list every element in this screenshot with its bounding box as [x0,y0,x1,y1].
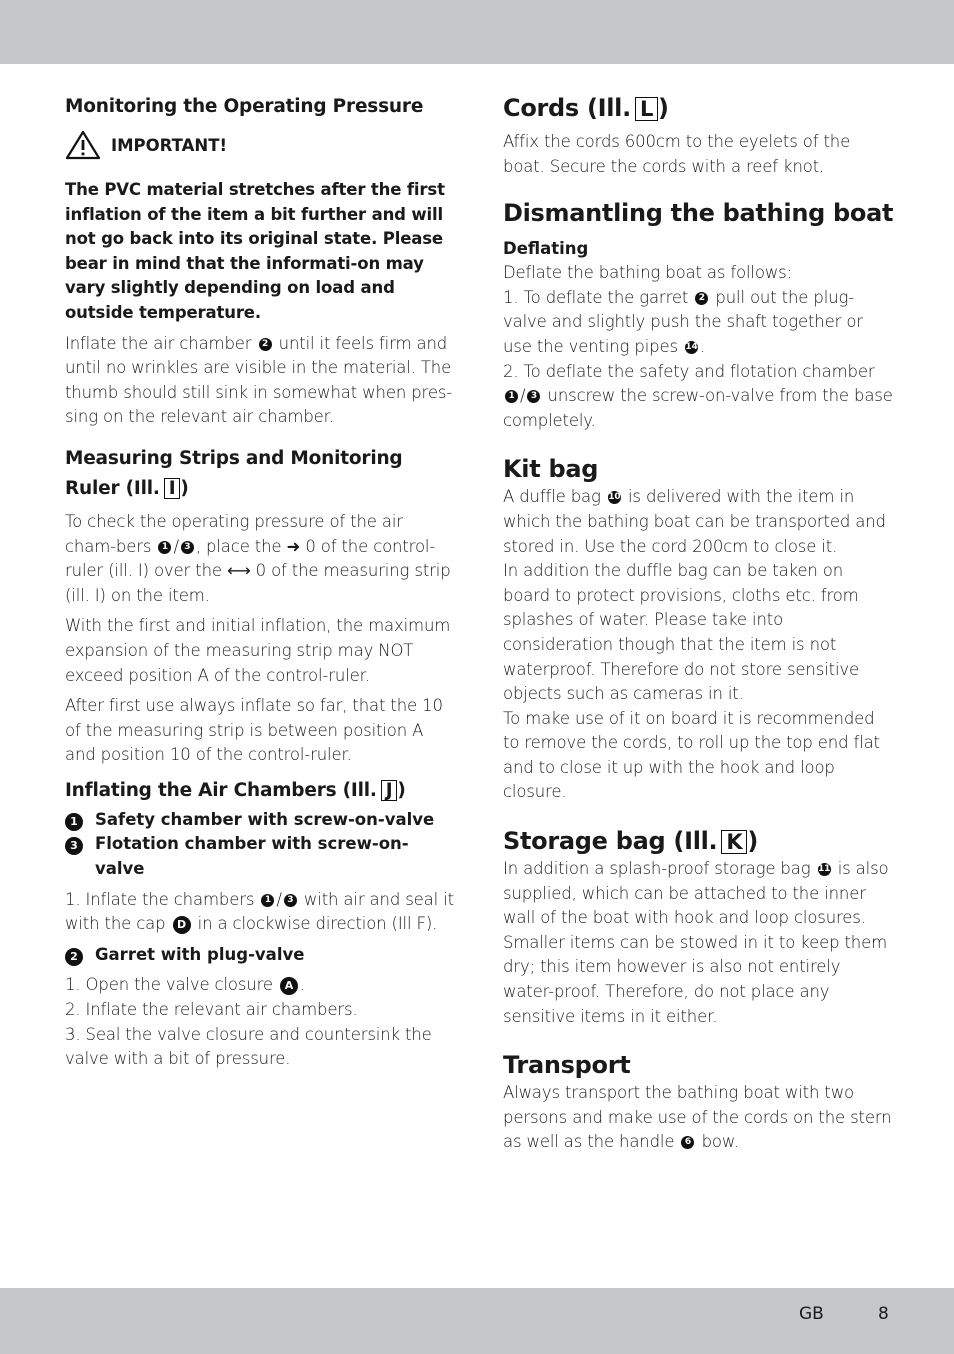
header-band [0,0,954,64]
text-span: 0 of the control-ruler (ill. I) over the [65,536,436,581]
text-span: unscrew the screw-on-valve from the base completely. [503,386,893,430]
text-span: , place the [195,536,282,556]
item-text: Garret with plug-valve [95,944,305,964]
storage-paragraph [503,857,895,1029]
garret-step-1: 1. Open the valve closure A . [65,975,306,995]
marker-14: 14 [685,341,698,352]
marker-1: 1 [261,894,274,907]
kit-paragraph-2: In addition the duffle bag can be taken on board to protect provisions, cloths etc. from splashes of water. Please take into consideration though that the item is not waterproof. Therefore do not store sensitive objects such as cameras in it. [503,561,859,704]
text-span: 1. Inflate the chambers [65,889,255,909]
marker-valve: A [280,977,298,995]
important-note [65,130,455,160]
transport-paragraph [503,1081,895,1155]
title-text: Measuring Strips and Monitoring Ruler (Ill. [65,447,403,499]
text-span: A duffle bag [503,487,601,507]
right-column [503,92,895,1155]
marker-3: 3 [65,837,83,855]
section-title-inflating: Inflating the Air Chambers (Ill. J ) [65,779,406,801]
subsection-title-deflating: Deflating [503,239,589,259]
text-span: 0 of the measuring strip (ill. I) on the item. [65,561,451,605]
marker-11: 11 [817,864,831,875]
kit-paragraph-1 [503,485,895,559]
text-span: 1. Open the valve closure [65,975,273,995]
text-span: To check the operating pressure of the air cham-bers [65,511,403,556]
first-inflation-paragraph: With the first and initial inflation, the maximum expansion of the measuring strip may NOT exceed position A of the control-ruler. [65,616,451,685]
title-text: Cords (Ill. [503,94,631,122]
section-title-storage-bag: Storage bag (Ill. K ) [503,827,759,856]
text-span: Always transport the bathing boat with two persons and make use of the cords on the stern as well as the handle [503,1083,892,1152]
marker-6: 6 [681,1136,694,1149]
section-title-dismantling: Dismantling the bathing boat [503,199,894,228]
text-span: bow. [701,1132,739,1152]
important-label: IMPORTANT! [111,135,227,155]
marker-2: 2 [695,292,708,305]
title-text: Storage bag (Ill. [503,827,718,856]
text-span: 2. To deflate the safety and flotation chamber [503,361,875,381]
section-title-cords: Cords (Ill. L ) [503,94,669,122]
text-span: in a clockwise direction (Ill F). [197,914,438,934]
marker-cap: D [173,916,191,934]
marker-2: 2 [259,338,272,351]
text-span: pull out the plug-valve and slightly push the shaft together or use the venting pipes [503,287,863,356]
double-arrow-icon: ⟷ [227,561,251,581]
footer-language: GB [799,1304,824,1324]
list-item [65,943,455,968]
marker-1: 1 [505,390,518,403]
page-number: 8 [878,1304,889,1324]
text-span: with air and seal it with the cap [65,889,454,934]
garret-step-3: 3. Seal the valve closure and countersink the valve with a bit of pressure. [65,1024,432,1069]
kit-paragraph-3: To make use of it on board it is recommended to remove the cords, to roll up the top end flat and to close it up with the hook and loop closure. [503,708,880,802]
marker-1: 1 [65,813,83,831]
title-text: Inflating the Air Chambers (Ill. [65,779,377,801]
marker-3: 3 [181,541,194,554]
warning-icon [65,130,101,160]
illustration-box-j: J [381,780,398,801]
marker-3: 3 [284,894,297,907]
text-span: In addition a splash-proof storage bag [503,859,811,879]
after-use-paragraph: After first use always inflate so far, that the 10 of the measuring strip is between position A and position 10 of the control-ruler. [65,696,443,765]
right-arrow-icon: ➜ [286,536,301,556]
text-span: is also supplied, which can be attached to the inner wall of the boat with hook and loop closures. Smaller items can be stowed in it to keep them dry; this item however is also not entirely water-proof. Therefore, do not place any sensitive items in it either. [503,859,889,1026]
text-span: Inflate the air chamber [65,333,252,353]
text-span: until it feels firm and until no wrinkles are visible in the material. The thumb should still sink in somewhat when pres-sing on the relevant air chamber. [65,333,453,427]
marker-1: 1 [158,541,171,554]
section-title-operating-pressure: Monitoring the Operating Pressure [65,96,424,117]
section-title-kit-bag: Kit bag [503,455,599,484]
illustration-box-l: L [635,97,658,121]
marker-3: 3 [527,390,540,403]
inflate-paragraph [65,332,455,430]
garret-step-2: 2. Inflate the relevant air chambers. [65,1000,358,1020]
measure-paragraph: To check the operating pressure of the air cham-bers 1 / 3 , place the ➜ 0 of the control-ruler (ill. I) over the ⟷ 0 of the measuring strip (ill. I) on the item. [65,511,451,605]
illustration-box-k: K [721,830,747,854]
item-text: Flotation chamber with screw-on-valve [95,834,409,879]
item-text: Safety chamber with screw-on-valve [95,809,435,829]
warning-text: The PVC material stretches after the first inflation of the item a bit further and will not go back into its original state. Please bear in mind that the informati-on may vary slightly depending on load and outside temperature. [65,180,445,322]
cords-paragraph: Affix the cords 600cm to the eyelets of the boat. Secure the cords with a reef knot. [503,132,851,176]
deflate-step-1: 1. To deflate the garret 2 pull out the plug-valve and slightly push the shaft together or use the venting pipes 14 . [503,287,863,356]
deflate-step-2: 2. To deflate the safety and flotation chamber 1 / 3 unscrew the screw-on-valve from the base completely. [503,361,893,430]
step-1-paragraph: 1. Inflate the chambers 1 / 3 with air and seal it with the cap D in a clockwise direction (Ill F). [65,889,454,934]
deflate-intro: Deflate the bathing boat as follows: [503,263,793,283]
section-title-measuring-strips: Measuring Strips and Monitoring Ruler (Ill. I ) [65,447,403,499]
list-item [65,808,455,833]
illustration-box-i: I [164,478,181,499]
left-column [65,92,455,1072]
marker-2: 2 [65,948,83,966]
marker-10: 10 [608,492,621,503]
text-span: is delivered with the item in which the bathing boat can be transported and stored in. Use the cord 200cm to close it. [503,487,886,556]
section-title-transport: Transport [503,1051,631,1080]
list-item [65,832,455,881]
text-span: 1. To deflate the garret [503,287,689,307]
